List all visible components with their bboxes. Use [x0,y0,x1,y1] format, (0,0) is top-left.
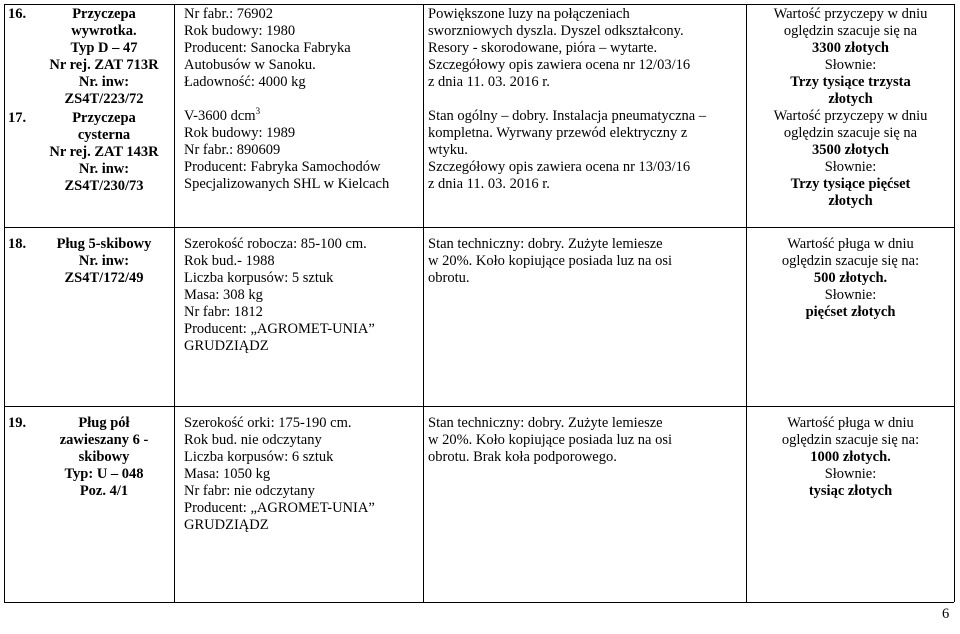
spec-cell: Nr fabr.: 76902 Rok budowy: 1980 Producent: Sanocka Fabryka Autobusów w Sanoku. Ładowność: 4000 kg V-3600 dcm$^3$ Rok budowy: 1989 Nr fabr.: 890609 Producent: Fabryka Samochodów Specjalizowanych SHL w Kielcach [184,6,420,193]
item-number-wrap [8,110,26,127]
spec-cell: Szerokość orki: 175-190 cm. Rok bud. nie odczytany Liczba korpusów: 6 sztuk Masa: 1050 kg Nr fabr: nie odczytany Producent: „AGROMET-UNIA” GRUDZIĄDZ [184,415,375,533]
item-name: Przyczepa wywrotka. Typ D – 47 Nr rej. ZAT 713R Nr. inw: ZS4T/223/72 [49,6,159,107]
value-cell: Wartość pługa w dniu oględzin szacuje się na: 500 złotych. Słownie: pięćset złotych [747,236,954,321]
item-number: 19. [8,415,27,431]
value-amount: 3300 złotych [812,40,889,56]
column-divider [4,4,5,602]
item-number: 18. [8,236,27,252]
condition-cell: Stan techniczny: dobry. Zużyte lemiesze w 20%. Koło kopiujące posiada luz na osi obrotu. [428,236,673,286]
item-name: Przyczepa cysterna Nr rej. ZAT 143R Nr. inw: ZS4T/230/73 [49,110,159,194]
item-number: 17. [8,110,27,126]
row-divider [4,227,954,228]
value-amount: 500 złotych. [813,270,888,286]
item-number: 16. [8,6,27,22]
condition-cell: Powiększone luzy na połączeniach sworzniowych dyszla. Dyszel odkształcony. Resory - skorodowane, pióra – wytarte. Szczegółowy opis zawiera ocena nr 12/03/16 z dnia 11. 03. 2016 r. Stan ogólny – dobry. Instalacja pneumatyczna – kompletna. Wyrwany przewód elektryczny z wtyku. Szczegółowy opis zawiera ocena nr 13/03/16 z dnia 11. 03. 2016 r. [428,6,707,192]
volume-line: V-3600 dcm$^3$ [184,106,261,124]
spec-cell: Szerokość robocza: 85-100 cm. Rok bud.- 1988 Liczba korpusów: 5 sztuk Masa: 308 kg Nr fabr: 1812 Producent: „AGROMET-UNIA” GRUDZIĄDZ [184,236,375,354]
value-amount: 1000 złotych. [810,449,891,465]
value-cell: Wartość pługa w dniu oględzin szacuje się na: 1000 złotych. Słownie: tysiąc złotych [747,415,954,500]
page-number: 6 [942,606,950,622]
table-row [8,6,26,23]
table-border-bottom [4,602,954,603]
table-border-top [4,4,954,5]
value-amount: 3500 złotych [812,142,889,158]
column-divider [954,4,955,602]
column-divider [174,4,175,602]
value-cell: Wartość przyczepy w dniu oględzin szacuje się na 3300 złotych Słownie: Trzy tysiące trzysta złotych Wartość przyczepy w dniu oględzin szacuje się na 3500 złotych Słownie: Trzy tysiące pięćset złotych [747,6,954,210]
item-name: Pług pół zawieszany 6 - skibowy Typ: U – 048 Poz. 4/1 [59,415,149,499]
item-name: Pług 5-skibowy Nr. inw: ZS4T/172/49 [56,236,152,286]
table-row [8,415,26,432]
condition-cell: Stan techniczny: dobry. Zużyte lemiesze w 20%. Koło kopiujące posiada luz na osi obrotu. Brak koła podporowego. [428,415,673,465]
table-row [8,236,26,253]
column-divider [423,4,424,602]
row-divider [4,406,954,407]
